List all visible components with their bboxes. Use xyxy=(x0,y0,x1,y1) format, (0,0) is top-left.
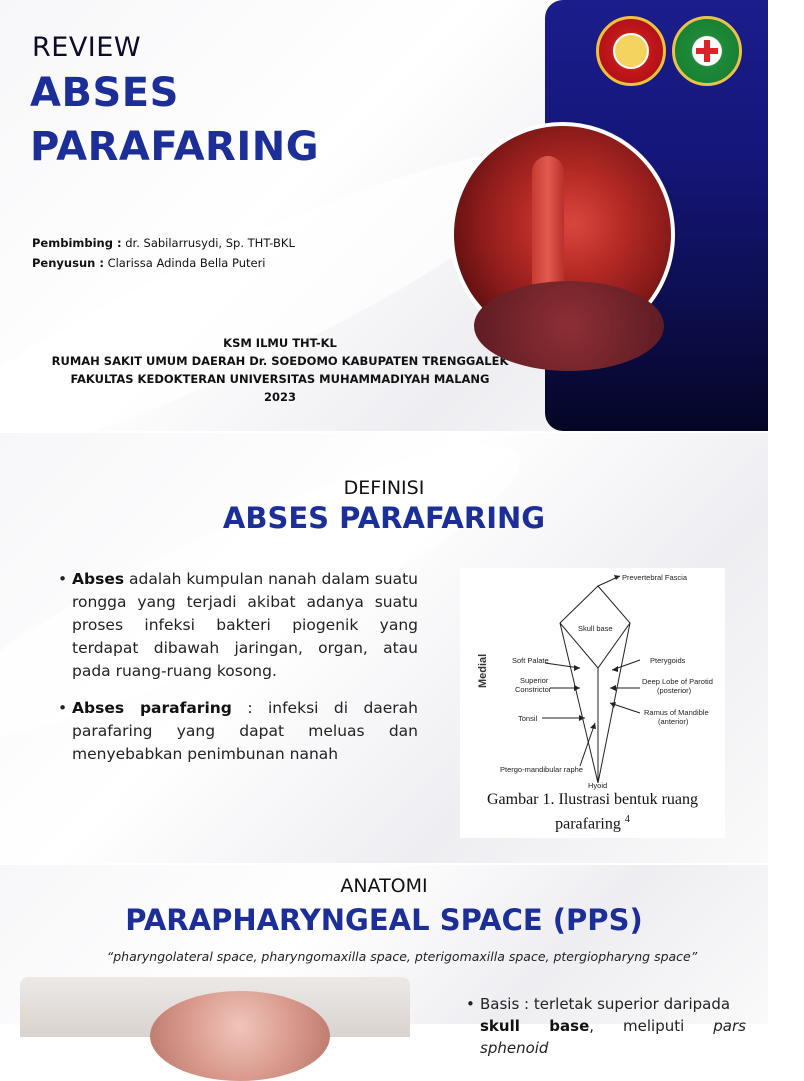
umm-logo xyxy=(596,16,666,86)
penyusun-label: Penyusun : xyxy=(32,256,104,270)
anatomy-image xyxy=(20,977,410,1037)
cover-slide xyxy=(0,0,768,431)
definition-bullet-abses-parafaring xyxy=(56,697,418,766)
basis-text xyxy=(466,993,746,1059)
caption-line-2-wrap xyxy=(460,810,725,834)
title-line-1: ABSES xyxy=(30,70,179,116)
label-deep-lobe: Deep Lobe of Parotid xyxy=(642,677,713,686)
synonym-quote: “pharyngolateral space, pharyngomaxilla space, pterigomaxilla space, ptergiopharyng space” xyxy=(106,949,698,964)
label-skull-base: Skull base xyxy=(578,624,613,633)
institution-line-2: RUMAH SAKIT UMUM DAERAH Dr. SOEDOMO KABUPATEN TRENGGALEK xyxy=(51,354,509,368)
label-pterygoids: Pterygoids xyxy=(650,656,686,665)
label-posterior: (posterior) xyxy=(657,686,692,695)
throat-photo xyxy=(450,122,675,347)
institution-line-3: FAKULTAS KEDOKTERAN UNIVERSITAS MUHAMMADIYAH MALANG xyxy=(70,372,490,386)
label-ramus: Ramus of Mandible xyxy=(644,708,709,717)
institution-line-4: 2023 xyxy=(263,390,296,404)
umm-logo-center xyxy=(613,33,649,69)
credits-block xyxy=(32,233,302,273)
label-constrictor: Constrictor xyxy=(515,685,552,694)
pembimbing-name: dr. Sabilarrusydi, Sp. THT-BKL xyxy=(121,236,295,250)
section-title: PARAPHARYNGEAL SPACE (PPS) xyxy=(125,903,643,937)
caption-ref: 4 xyxy=(624,814,630,825)
definition-bullet-abses xyxy=(56,568,418,683)
label-hyoid: Hyoid xyxy=(588,781,608,790)
penyusun-line xyxy=(32,253,302,273)
pembimbing-label: Pembimbing : xyxy=(32,236,122,250)
definisi-slide xyxy=(0,433,768,863)
basis-bullet xyxy=(466,993,746,1015)
institution-block xyxy=(20,334,540,406)
anatomi-slide xyxy=(0,865,768,1057)
figure-caption xyxy=(460,790,725,834)
definition-list xyxy=(56,568,418,780)
basis-after: , meliputi xyxy=(589,1017,685,1035)
red-cross-icon xyxy=(696,40,718,62)
title-line-2: PARAFARING xyxy=(30,124,320,170)
bullet-text: : infeksi di daerah parafaring yang dapat meluas dan menyebabkan penimbunan nanah xyxy=(72,699,419,763)
parapharyngeal-diagram xyxy=(460,568,725,838)
section-subtitle: DEFINISI xyxy=(343,477,425,499)
institution-line-1: KSM ILMU THT-KL xyxy=(223,336,337,350)
label-anterior: (anterior) xyxy=(658,717,689,726)
basis-line-1: Basis : terletak superior daripada xyxy=(480,995,731,1013)
label-superior: Superior xyxy=(520,676,549,685)
bullet-text: adalah kumpulan nanah dalam suatu rongga yang terjadi akibat adanya suatu proses infeksi bakteri piogenik yang terdapat dibawah jaringan, organ, atau pada ruang-ruang kosong. xyxy=(72,570,418,680)
bullet-term: Abses xyxy=(72,570,125,588)
pembimbing-line xyxy=(32,233,302,253)
rsud-logo xyxy=(672,16,742,86)
basis-italic: pars sphenoid xyxy=(480,1017,746,1057)
section-subtitle: ANATOMI xyxy=(340,875,428,897)
label-raphe: Ptergo-mandibular raphe xyxy=(500,765,583,774)
label-prevertebral: Prevertebral Fascia xyxy=(622,573,688,582)
penyusun-name: Clarissa Adinda Bella Puteri xyxy=(103,256,266,270)
tongue-shape xyxy=(474,281,664,371)
label-soft-palate: Soft Palate xyxy=(512,656,549,665)
bullet-term: Abses parafaring xyxy=(72,699,232,717)
medial-axis-label: Medial xyxy=(477,653,489,688)
anatomy-specimen-shape xyxy=(150,991,330,1081)
label-tonsil: Tonsil xyxy=(518,714,538,723)
basis-line-2 xyxy=(466,1015,746,1059)
caption-line-1: Gambar 1. Ilustrasi bentuk ruang xyxy=(486,791,699,808)
review-label: REVIEW xyxy=(32,32,142,63)
caption-line-2: parafaring xyxy=(555,815,621,833)
basis-bold: skull base xyxy=(480,1017,590,1035)
section-title: ABSES PARAFARING xyxy=(222,501,546,535)
